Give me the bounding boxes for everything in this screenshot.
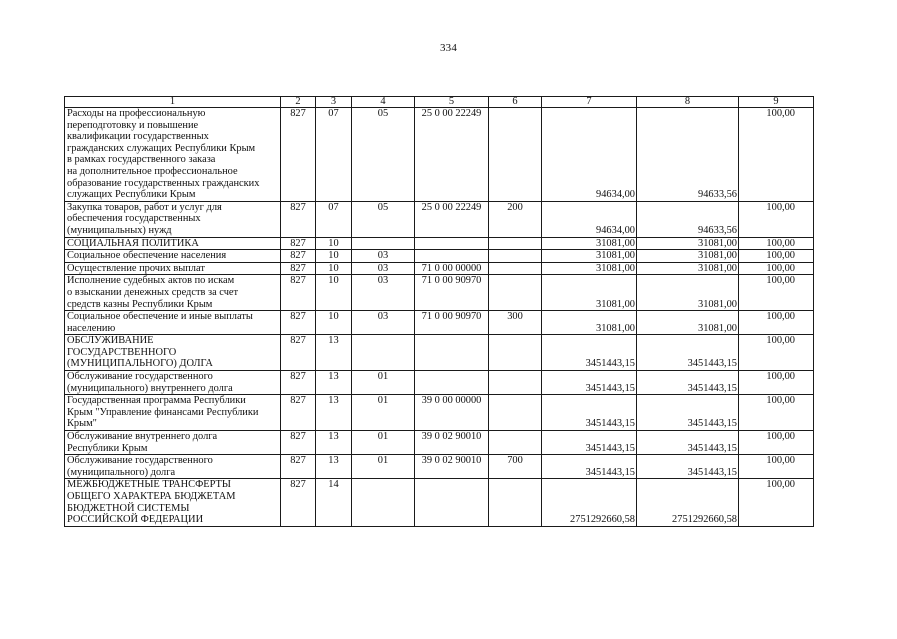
table-row [65, 335, 814, 371]
executed-amount-cell: 3451443,15 [637, 335, 739, 371]
row-name-cell [65, 371, 281, 395]
section-code-cell: 07 [316, 108, 352, 202]
row-name-cell [65, 455, 281, 479]
ministry-code-cell: 827 [281, 455, 316, 479]
execution-percent-cell: 100,00 [739, 262, 814, 275]
column-number-row [65, 97, 814, 108]
column-number: 4 [352, 97, 415, 108]
row-name-text: Социальное обеспечение и иные выплаты населению [67, 311, 253, 334]
planned-amount-cell: 31081,00 [542, 275, 637, 311]
target-article-cell: 71 0 00 90970 [415, 311, 489, 335]
executed-amount-cell: 31081,00 [637, 275, 739, 311]
planned-amount-cell: 31081,00 [542, 311, 637, 335]
row-name-text: Обслуживание внутреннего долга Республики Крым [67, 431, 218, 454]
execution-percent-cell: 100,00 [739, 275, 814, 311]
column-number: 7 [542, 97, 637, 108]
subsection-code-cell: 03 [352, 250, 415, 263]
executed-amount-cell: 94633,56 [637, 108, 739, 202]
row-name-text: ОБСЛУЖИВАНИЕ ГОСУДАРСТВЕННОГО (МУНИЦИПАЛЬНОГО) ДОЛГА [67, 335, 213, 370]
executed-amount-cell: 31081,00 [637, 262, 739, 275]
target-article-cell [415, 479, 489, 526]
target-article-cell [415, 371, 489, 395]
row-name-cell [65, 250, 281, 263]
table-row [65, 395, 814, 431]
budget-table [64, 96, 814, 527]
row-name-text: СОЦИАЛЬНАЯ ПОЛИТИКА [67, 237, 199, 249]
subsection-code-cell: 05 [352, 201, 415, 237]
table-row [65, 201, 814, 237]
section-code-cell: 14 [316, 479, 352, 526]
target-article-cell: 39 0 02 90010 [415, 431, 489, 455]
row-name-cell [65, 431, 281, 455]
column-number: 1 [65, 97, 281, 108]
row-name-cell [65, 479, 281, 526]
table-row [65, 371, 814, 395]
execution-percent-cell: 100,00 [739, 108, 814, 202]
section-code-cell: 13 [316, 431, 352, 455]
subsection-code-cell: 01 [352, 455, 415, 479]
target-article-cell [415, 237, 489, 250]
target-article-cell: 71 0 00 90970 [415, 275, 489, 311]
planned-amount-cell: 2751292660,58 [542, 479, 637, 526]
executed-amount-cell: 94633,56 [637, 201, 739, 237]
column-number: 6 [489, 97, 542, 108]
page-number: 334 [439, 42, 458, 54]
row-name-cell [65, 335, 281, 371]
subsection-code-cell [352, 237, 415, 250]
target-article-cell [415, 250, 489, 263]
subsection-code-cell: 05 [352, 108, 415, 202]
execution-percent-cell: 100,00 [739, 311, 814, 335]
row-name-text: Социальное обеспечение населения [67, 250, 227, 262]
subsection-code-cell: 03 [352, 311, 415, 335]
execution-percent-cell: 100,00 [739, 371, 814, 395]
execution-percent-cell: 100,00 [739, 201, 814, 237]
table-row [65, 479, 814, 526]
expense-type-cell [489, 275, 542, 311]
planned-amount-cell: 3451443,15 [542, 371, 637, 395]
row-name-cell [65, 237, 281, 250]
ministry-code-cell: 827 [281, 262, 316, 275]
table-row [65, 250, 814, 263]
section-code-cell: 13 [316, 455, 352, 479]
planned-amount-cell: 94634,00 [542, 201, 637, 237]
executed-amount-cell: 3451443,15 [637, 431, 739, 455]
planned-amount-cell: 31081,00 [542, 250, 637, 263]
row-name-cell [65, 275, 281, 311]
column-number: 8 [637, 97, 739, 108]
row-name-cell [65, 262, 281, 275]
row-name-cell [65, 395, 281, 431]
row-name-text: МЕЖБЮДЖЕТНЫЕ ТРАНСФЕРТЫ ОБЩЕГО ХАРАКТЕРА БЮДЖЕТАМ БЮДЖЕТНОЙ СИСТЕМЫ РОССИЙСКОЙ ФЕДЕРАЦИИ [67, 479, 236, 526]
expense-type-cell [489, 371, 542, 395]
planned-amount-cell: 31081,00 [542, 237, 637, 250]
row-name-text: Обслуживание государственного (муниципального) долга [67, 455, 213, 478]
executed-amount-cell: 3451443,15 [637, 395, 739, 431]
section-code-cell: 10 [316, 311, 352, 335]
section-code-cell: 07 [316, 201, 352, 237]
ministry-code-cell: 827 [281, 371, 316, 395]
planned-amount-cell: 3451443,15 [542, 395, 637, 431]
row-name-text: Закупка товаров, работ и услуг для обеспечения государственных (муниципальных) нужд [67, 201, 222, 236]
expense-type-cell [489, 431, 542, 455]
target-article-cell: 71 0 00 00000 [415, 262, 489, 275]
executed-amount-cell: 3451443,15 [637, 455, 739, 479]
ministry-code-cell: 827 [281, 250, 316, 263]
execution-percent-cell: 100,00 [739, 431, 814, 455]
planned-amount-cell: 3451443,15 [542, 431, 637, 455]
planned-amount-cell: 94634,00 [542, 108, 637, 202]
row-name-text: Обслуживание государственного (муниципального) внутреннего долга [67, 371, 233, 394]
expense-type-cell [489, 335, 542, 371]
subsection-code-cell [352, 335, 415, 371]
expense-type-cell [489, 237, 542, 250]
planned-amount-cell: 3451443,15 [542, 455, 637, 479]
execution-percent-cell: 100,00 [739, 335, 814, 371]
executed-amount-cell: 31081,00 [637, 237, 739, 250]
section-code-cell: 10 [316, 262, 352, 275]
row-name-text: Исполнение судебных актов по искам о взыскании денежных средств за счет средств казны Республики Крым [67, 275, 239, 310]
executed-amount-cell: 31081,00 [637, 250, 739, 263]
subsection-code-cell: 01 [352, 395, 415, 431]
table-row [65, 431, 814, 455]
executed-amount-cell: 31081,00 [637, 311, 739, 335]
ministry-code-cell: 827 [281, 479, 316, 526]
section-code-cell: 13 [316, 335, 352, 371]
section-code-cell: 10 [316, 275, 352, 311]
target-article-cell [415, 335, 489, 371]
ministry-code-cell: 827 [281, 237, 316, 250]
execution-percent-cell: 100,00 [739, 455, 814, 479]
table-row [65, 237, 814, 250]
row-name-text: Расходы на профессиональную переподготовку и повышение квалификации государственных гражданских служащих Республики Крым в рамках государственного заказа на дополнительное профессиональное образование государственных гражданских служащих Республики Крым [67, 108, 260, 201]
row-name-cell [65, 311, 281, 335]
expense-type-cell: 200 [489, 201, 542, 237]
row-name-text: Государственная программа Республики Крым "Управление финансами Республики Крым" [67, 395, 259, 430]
target-article-cell: 39 0 02 90010 [415, 455, 489, 479]
expense-type-cell: 700 [489, 455, 542, 479]
row-name-cell [65, 108, 281, 202]
section-code-cell: 10 [316, 237, 352, 250]
ministry-code-cell: 827 [281, 275, 316, 311]
column-number: 3 [316, 97, 352, 108]
ministry-code-cell: 827 [281, 108, 316, 202]
executed-amount-cell: 2751292660,58 [637, 479, 739, 526]
target-article-cell: 39 0 00 00000 [415, 395, 489, 431]
expense-type-cell [489, 108, 542, 202]
table-row [65, 108, 814, 202]
planned-amount-cell: 31081,00 [542, 262, 637, 275]
expense-type-cell [489, 395, 542, 431]
subsection-code-cell: 01 [352, 371, 415, 395]
table-row [65, 311, 814, 335]
section-code-cell: 13 [316, 395, 352, 431]
subsection-code-cell: 01 [352, 431, 415, 455]
expense-type-cell [489, 250, 542, 263]
execution-percent-cell: 100,00 [739, 395, 814, 431]
table-row [65, 455, 814, 479]
expense-type-cell: 300 [489, 311, 542, 335]
subsection-code-cell: 03 [352, 262, 415, 275]
target-article-cell: 25 0 00 22249 [415, 201, 489, 237]
section-code-cell: 10 [316, 250, 352, 263]
planned-amount-cell: 3451443,15 [542, 335, 637, 371]
executed-amount-cell: 3451443,15 [637, 371, 739, 395]
ministry-code-cell: 827 [281, 311, 316, 335]
column-number: 5 [415, 97, 489, 108]
ministry-code-cell: 827 [281, 431, 316, 455]
table-row [65, 262, 814, 275]
execution-percent-cell: 100,00 [739, 237, 814, 250]
row-name-cell [65, 201, 281, 237]
target-article-cell: 25 0 00 22249 [415, 108, 489, 202]
expense-type-cell [489, 479, 542, 526]
ministry-code-cell: 827 [281, 335, 316, 371]
subsection-code-cell: 03 [352, 275, 415, 311]
ministry-code-cell: 827 [281, 395, 316, 431]
section-code-cell: 13 [316, 371, 352, 395]
column-number: 9 [739, 97, 814, 108]
ministry-code-cell: 827 [281, 201, 316, 237]
row-name-text: Осуществление прочих выплат [67, 262, 205, 274]
expense-type-cell [489, 262, 542, 275]
table-row [65, 275, 814, 311]
execution-percent-cell: 100,00 [739, 479, 814, 526]
execution-percent-cell: 100,00 [739, 250, 814, 263]
subsection-code-cell [352, 479, 415, 526]
column-number: 2 [281, 97, 316, 108]
